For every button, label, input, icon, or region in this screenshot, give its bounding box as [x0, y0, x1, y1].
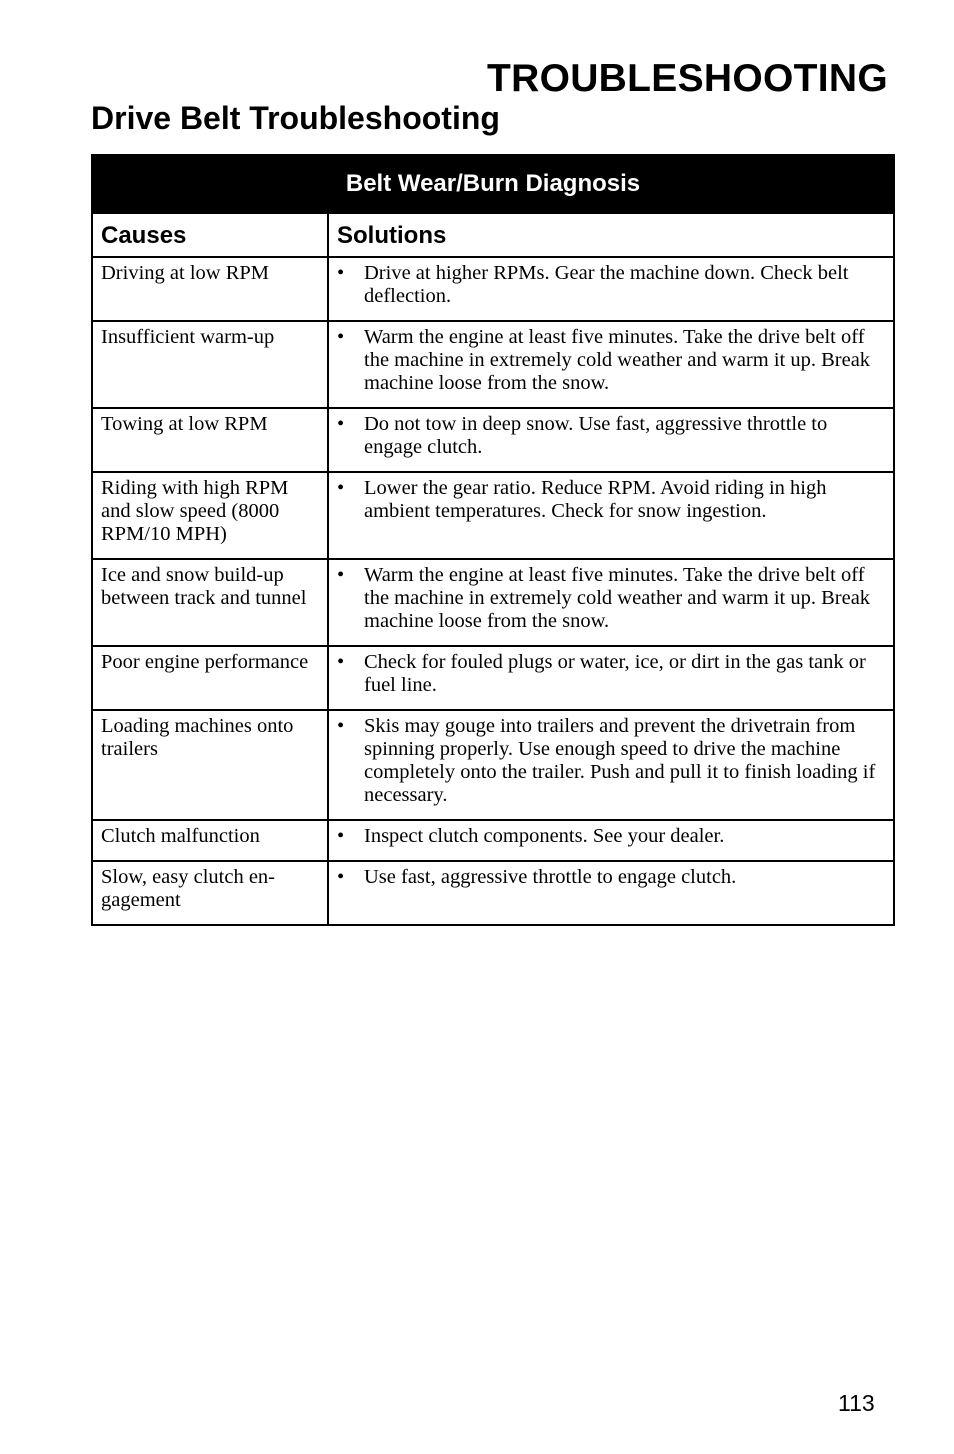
solution-cell: [328, 472, 894, 559]
solution-item: [337, 262, 887, 308]
page-number: 113: [838, 1390, 875, 1416]
solution-item: [337, 564, 887, 633]
table-row: [92, 257, 894, 321]
bullet-icon: •: [337, 866, 345, 888]
solution-cell: [328, 710, 894, 820]
cause-cell: Insufficient warm-up: [92, 321, 328, 408]
solution-cell: [328, 321, 894, 408]
cause-cell: Driving at low RPM: [92, 257, 328, 321]
solution-text: Skis may gouge into trailers and prevent the drivetrain from spinning properly. Use enough speed to drive the machine completely onto the trailer. Push and pull it to finish loading if necessary.: [364, 715, 876, 806]
table-row: [92, 646, 894, 710]
solution-item: [337, 651, 887, 697]
table-row: [92, 321, 894, 408]
cause-cell: Poor engine performance: [92, 646, 328, 710]
bullet-icon: •: [337, 413, 345, 435]
belt-diagnosis-table: [91, 154, 895, 926]
solution-item: [337, 413, 887, 459]
bullet-icon: •: [337, 262, 345, 284]
column-header-row: [92, 213, 894, 257]
solution-item: [337, 825, 887, 848]
solution-cell: [328, 861, 894, 925]
cause-cell: Towing at low RPM: [92, 408, 328, 472]
table-row: [92, 408, 894, 472]
solution-cell: [328, 646, 894, 710]
solution-text: Use fast, aggressive throttle to engage clutch.: [364, 866, 737, 888]
bullet-icon: •: [337, 651, 345, 673]
page-title: Drive Belt Troubleshooting: [91, 100, 500, 136]
cause-cell: Loading machines onto trailers: [92, 710, 328, 820]
solution-item: [337, 715, 887, 807]
solution-text: Check for fouled plugs or water, ice, or dirt in the gas tank or fuel line.: [364, 651, 866, 696]
solution-item: [337, 477, 887, 523]
bullet-icon: •: [337, 326, 345, 348]
bullet-icon: •: [337, 477, 345, 499]
solution-text: Warm the engine at least five minutes. Take the drive belt off the machine in extremely cold weather and warm it up. Break machine loose from the snow.: [364, 326, 871, 394]
solution-cell: [328, 559, 894, 646]
table-caption-row: [92, 155, 894, 213]
table-row: [92, 710, 894, 820]
solution-cell: [328, 820, 894, 861]
solution-text: Inspect clutch components. See your dealer.: [364, 825, 725, 847]
solution-text: Lower the gear ratio. Reduce RPM. Avoid riding in high ambient temperatures. Check for snow ingestion.: [364, 477, 827, 522]
cause-cell: Riding with high RPM and slow speed (8000 RPM/10 MPH): [92, 472, 328, 559]
solution-text: Warm the engine at least five minutes. Take the drive belt off the machine in extremely cold weather and warm it up. Break machine loose from the snow.: [364, 564, 871, 632]
solution-cell: [328, 257, 894, 321]
solution-text: Do not tow in deep snow. Use fast, aggressive throttle to engage clutch.: [364, 413, 828, 458]
column-header-causes: Causes: [92, 213, 328, 257]
table-caption: Belt Wear/Burn Diagnosis: [92, 155, 894, 213]
solution-item: [337, 866, 887, 889]
bullet-icon: •: [337, 564, 345, 586]
table-row: [92, 472, 894, 559]
section-title: TROUBLESHOOTING: [487, 57, 888, 100]
cause-cell: Slow, easy clutch en-gagement: [92, 861, 328, 925]
bullet-icon: •: [337, 715, 345, 737]
cause-cell: Ice and snow build-up between track and tunnel: [92, 559, 328, 646]
table-row: [92, 559, 894, 646]
bullet-icon: •: [337, 825, 345, 847]
column-header-solutions: Solutions: [328, 213, 894, 257]
table-row: [92, 820, 894, 861]
solution-item: [337, 326, 887, 395]
solution-cell: [328, 408, 894, 472]
cause-cell: Clutch malfunction: [92, 820, 328, 861]
solution-text: Drive at higher RPMs. Gear the machine down. Check belt deflection.: [364, 262, 849, 307]
table-body: [92, 257, 894, 925]
table-row: [92, 861, 894, 925]
